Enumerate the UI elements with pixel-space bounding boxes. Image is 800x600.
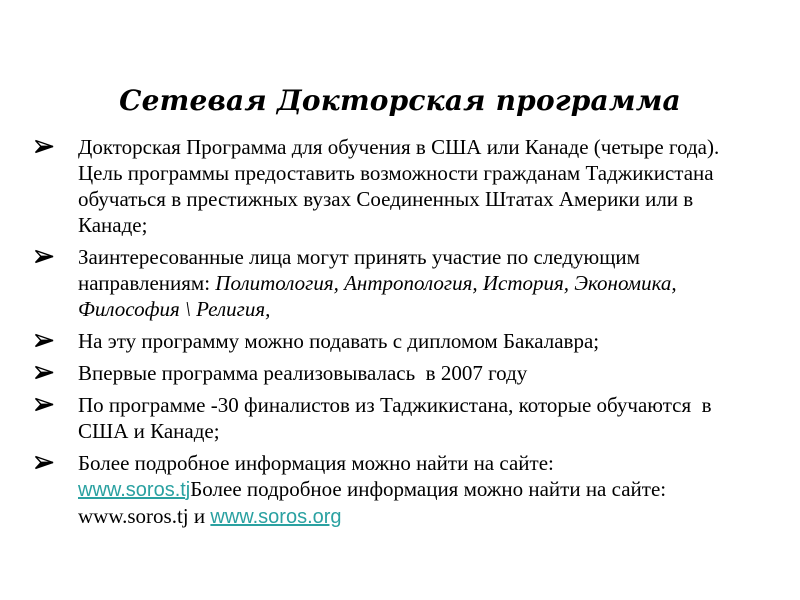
link-soros-org[interactable]: www.soros.org	[210, 506, 342, 528]
bullet-item	[34, 134, 756, 238]
slide-title: Сетевая Докторская программа	[119, 84, 681, 117]
arrow-bullet-icon	[34, 450, 78, 470]
text-run: Более подробное информация можно найти на сайте:	[78, 451, 560, 475]
text-run: Заинтересованные лица могут принять участие по следующим направлениям:	[78, 245, 646, 295]
bullet-text	[78, 360, 527, 386]
bullet-item	[34, 328, 756, 354]
text-run: Впервые программа реализовывалась в 2007 году	[78, 361, 528, 385]
text-run: По программе -30 финалистов из Таджикистана, которые обучаются в США и Канаде;	[78, 393, 717, 443]
text-run: Более подробное информация можно найти на сайте: www.soros.tj и	[78, 477, 672, 528]
arrow-bullet-icon	[34, 328, 78, 348]
arrow-bullet-icon	[34, 360, 78, 380]
text-run: Политология, Антропология, История, Экономика, Философия \ Религия,	[78, 271, 682, 321]
bullet-text	[78, 450, 753, 530]
bullet-text	[78, 392, 753, 444]
bullet-text	[78, 244, 753, 322]
arrow-bullet-icon	[34, 244, 78, 264]
bullet-item	[34, 360, 756, 386]
text-run: На эту программу можно подавать с дипломом Бакалавра;	[78, 329, 600, 353]
bullet-list	[34, 134, 756, 536]
bullet-item	[34, 450, 756, 530]
bullet-item	[34, 244, 756, 322]
bullet-text	[78, 134, 753, 238]
bullet-text	[78, 328, 599, 354]
arrow-bullet-icon	[34, 134, 78, 154]
link-soros-tj[interactable]: www.soros.tj	[78, 479, 191, 501]
text-run: Докторская Программа для обучения в США или Канаде (четыре года). Цель программы предоставить возможности гражданам Таджикистана обучаться в престижных вузах Соединенных Штатах Америки или в Канаде;	[78, 135, 730, 237]
arrow-bullet-icon	[34, 392, 78, 412]
bullet-item	[34, 392, 756, 444]
